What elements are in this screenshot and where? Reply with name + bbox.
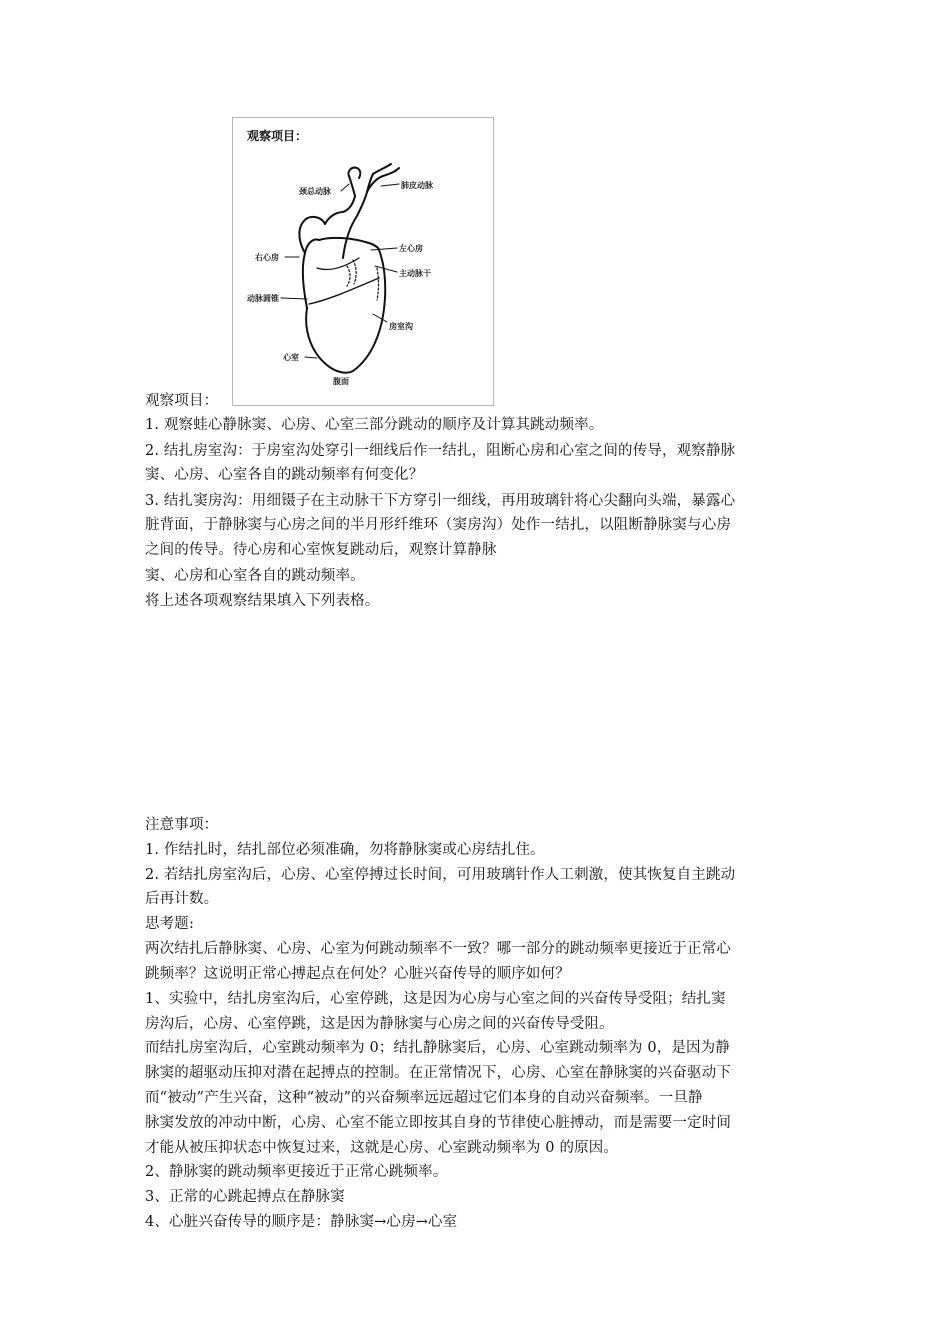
observation-line: 3. 结扎窦房沟：用细镊子在主动脉干下方穿引一细线，再用玻璃针将心尖翻向头端，暴露心 xyxy=(145,493,736,509)
label-left-atrium: 左心房 xyxy=(399,244,423,253)
answer-line: 3、正常的心跳起搏点在静脉窦 xyxy=(145,1189,345,1205)
answer-line: 1、实验中，结扎房室沟后，心室停跳，这是因为心房与心室之间的兴奋传导受阻；结扎窦 xyxy=(145,991,726,1007)
answer-line: 4、心脏兴奋传导的顺序是：静脉窦→心房→心室 xyxy=(145,1214,458,1230)
label-conus-arteriosus: 动脉圆锥 xyxy=(247,294,279,303)
observation-line: 1. 观察蛙心静脉窦、心房、心室三部分跳动的顺序及计算其跳动频率。 xyxy=(145,417,604,433)
heart-diagram-figure xyxy=(232,117,494,406)
answer-line: 而“被动”产生兴奋，这种“被动”的兴奋频率远远超过它们本身的自动兴奋频率。一旦静 xyxy=(145,1090,703,1106)
answer-line: 2、静脉窦的跳动频率更接近于正常心跳频率。 xyxy=(145,1164,448,1180)
diagram-title: 观察项目： xyxy=(247,129,308,143)
notes-heading: 注意事项： xyxy=(145,817,219,833)
observation-heading: 观察项目： xyxy=(145,393,219,409)
answer-line: 脉窦的超驱动压抑对潜在起搏点的控制。在正常情况下，心房、心室在静脉窦的兴奋驱动下 xyxy=(145,1065,731,1081)
observation-line: 窦、心房和心室各自的跳动频率。 xyxy=(145,568,365,584)
answer-line: 才能从被压抑状态中恢复过来，这就是心房、心室跳动频率为 0 的原因。 xyxy=(145,1140,619,1156)
observation-line: 之间的传导。待心房和心室恢复跳动后，观察计算静脉 xyxy=(145,542,497,558)
label-av-groove: 房室沟 xyxy=(389,322,413,331)
questions-line: 跳频率？这说明正常心搏起点在何处？心脏兴奋传导的顺序如何？ xyxy=(145,966,570,982)
notes-line: 2. 若结扎房室沟后，心房、心室停搏过长时间，可用玻璃针作人工刺激，使其恢复自主跳动 xyxy=(145,867,736,883)
observation-line: 将上述各项观察结果填入下列表格。 xyxy=(145,593,380,609)
observation-line: 脏背面，于静脉窦与心房之间的半月形纤维环（窦房沟）处作一结扎，以阻断静脉窦与心房 xyxy=(145,517,731,533)
label-skin-artery: 肺皮动脉 xyxy=(401,181,433,190)
notes-line: 1. 作结扎时，结扎部位必须准确，勿将静脉窦或心房结扎住。 xyxy=(145,842,545,858)
label-ventricle: 心室 xyxy=(283,353,299,362)
observation-line: 窦、心房、心室各自的跳动频率有何变化？ xyxy=(145,467,424,483)
notes-line: 后再计数。 xyxy=(145,891,219,907)
answer-line: 脉窦发放的冲动中断，心房、心室不能立即按其自身的节律使心脏搏动，而是需要一定时间 xyxy=(145,1115,731,1131)
questions-line: 两次结扎后静脉窦、心房、心室为何跳动频率不一致？哪一部分的跳动频率更接近于正常心 xyxy=(145,941,731,957)
label-right-atrium: 右心房 xyxy=(255,253,279,262)
answer-line: 房沟后，心房、心室停跳，这是因为静脉窦与心房之间的兴奋传导受阻。 xyxy=(145,1016,614,1032)
observation-line: 2. 结扎房室沟：于房室沟处穿引一细线后作一结扎，阻断心房和心室之间的传导，观察静脉 xyxy=(145,443,736,459)
answer-line: 而结扎房室沟后，心室跳动频率为 0；结扎静脉窦后，心房、心室跳动频率为 0，是因为静 xyxy=(145,1040,730,1056)
label-ventral-view: 腹面 xyxy=(333,377,349,386)
label-common-carotid: 颈总动脉 xyxy=(299,187,331,196)
label-aortic-trunk: 主动脉干 xyxy=(399,269,431,278)
questions-heading: 思考题: xyxy=(145,916,194,932)
